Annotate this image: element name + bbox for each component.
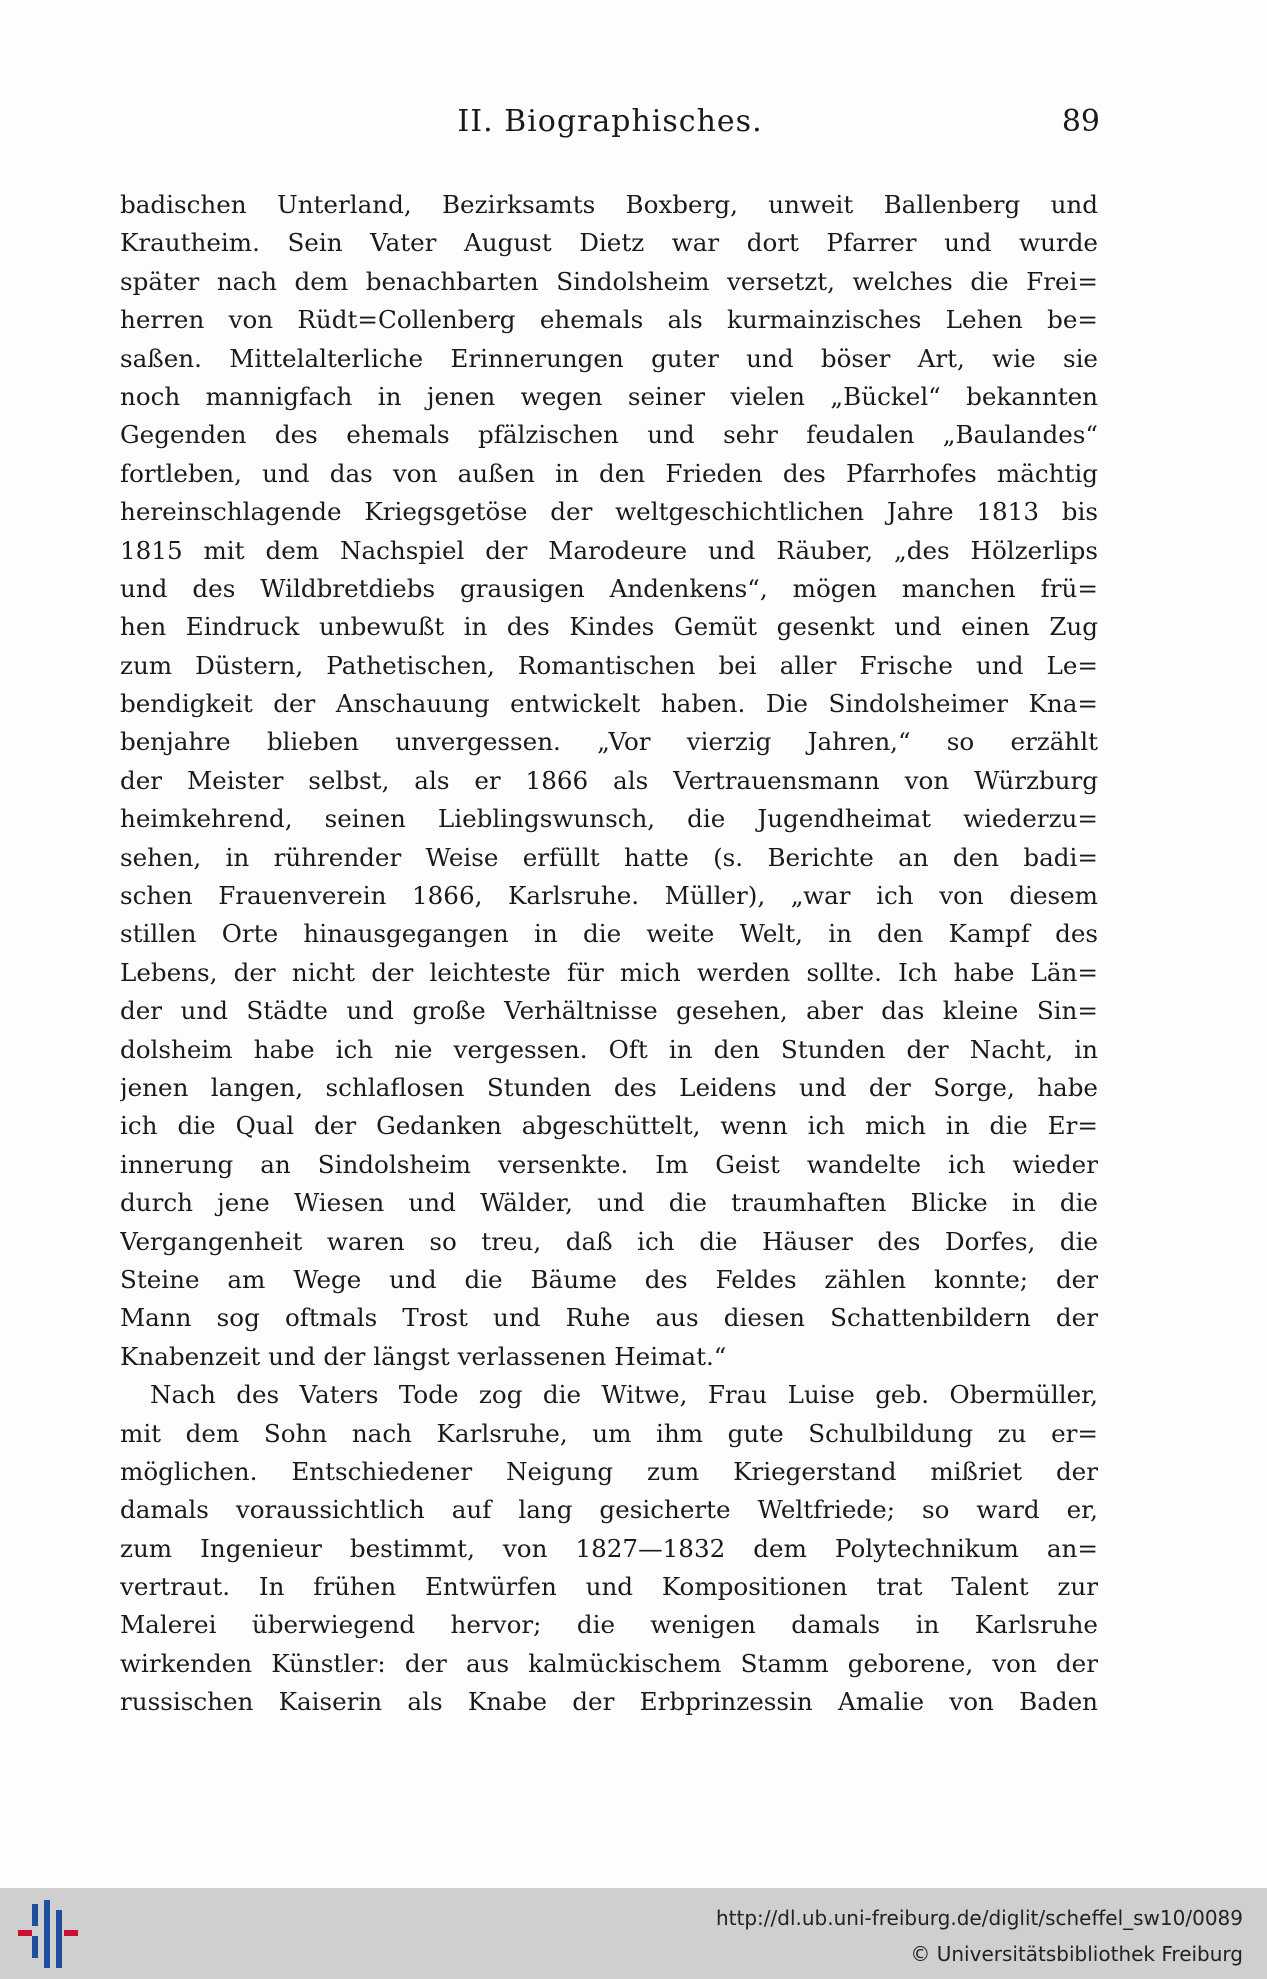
text-line: zum Ingenieur bestimmt, von 1827—1832 dem Polytechnikum an= xyxy=(120,1533,1098,1563)
text-line: heimkehrend, seinen Lieblingswunsch, die Jugendheimat wiederzu= xyxy=(120,804,1098,834)
text-line: herren von Rüdt=Collenberg ehemals als kurmainzisches Lehen be= xyxy=(120,305,1098,335)
text-line: Steine am Wege und die Bäume des Feldes zählen konnte; der xyxy=(120,1264,1098,1294)
text-line: wirkenden Künstler: der aus kalmückischem Stamm geborene, von der xyxy=(120,1648,1098,1678)
running-head xyxy=(120,104,1100,144)
text-line: Gegenden des ehemals pfälzischen und sehr feudalen „Baulandes“ xyxy=(120,420,1098,450)
paragraph-end-line: Knabenzeit und der längst verlassenen Heimat.“ xyxy=(120,1341,727,1371)
source-url-link[interactable]: http://dl.ub.uni-freiburg.de/diglit/scheffel_sw10/0089 xyxy=(716,1906,1243,1930)
ub-freiburg-logo-icon xyxy=(18,1898,82,1970)
text-line: sehen, in rührender Weise erfüllt hatte (s. Berichte an den badi= xyxy=(120,842,1098,872)
text-line: Lebens, der nicht der leichteste für mich werden sollte. Ich habe Län= xyxy=(120,957,1098,987)
text-line: hereinschlagende Kriegsgetöse der weltgeschichtlichen Jahre 1813 bis xyxy=(120,497,1098,527)
text-line: innerung an Sindolsheim versenkte. Im Geist wandelte ich wieder xyxy=(120,1149,1098,1179)
footer-bar xyxy=(0,1888,1267,1979)
text-line: Krautheim. Sein Vater August Dietz war dort Pfarrer und wurde xyxy=(120,228,1098,258)
text-line: bendigkeit der Anschauung entwickelt haben. Die Sindolsheimer Kna= xyxy=(120,689,1098,719)
text-line: Malerei überwiegend hervor; die wenigen damals in Karlsruhe xyxy=(120,1610,1098,1640)
text-line: schen Frauenverein 1866, Karlsruhe. Müller), „war ich von diesem xyxy=(120,881,1098,911)
text-line: möglichen. Entschiedener Neigung zum Kriegerstand mißriet der xyxy=(120,1456,1098,1486)
text-line: saßen. Mittelalterliche Erinnerungen guter und böser Art, wie sie xyxy=(120,343,1098,373)
text-line: 1815 mit dem Nachspiel der Marodeure und Räuber, „des Hölzerlips xyxy=(120,535,1098,565)
text-line: durch jene Wiesen und Wälder, und die traumhaften Blicke in die xyxy=(120,1188,1098,1218)
text-line: zum Düstern, Pathetischen, Romantischen bei aller Frische und Le= xyxy=(120,650,1098,680)
text-line: damals voraussichtlich auf lang gesicherte Weltfriede; so ward er, xyxy=(120,1495,1098,1525)
text-line: noch mannigfach in jenen wegen seiner vielen „Bückel“ bekannten xyxy=(120,381,1098,411)
body-text xyxy=(120,186,1098,1722)
text-line: benjahre blieben unvergessen. „Vor vierzig Jahren,“ so erzählt xyxy=(120,727,1098,757)
text-line: stillen Orte hinausgegangen in die weite Welt, in den Kampf des xyxy=(120,919,1098,949)
text-line: Vergangenheit waren so treu, daß ich die Häuser des Dorfes, die xyxy=(120,1226,1098,1256)
text-line: der Meister selbst, als er 1866 als Vertrauensmann von Würzburg xyxy=(120,765,1098,795)
running-title: II. Biographisches. xyxy=(457,104,763,139)
text-line: fortleben, und das von außen in den Frieden des Pfarrhofes mächtig xyxy=(120,458,1098,488)
copyright-notice: © Universitätsbibliothek Freiburg xyxy=(910,1942,1243,1966)
text-line: vertraut. In frühen Entwürfen und Kompositionen trat Talent zur xyxy=(120,1572,1098,1602)
text-line: mit dem Sohn nach Karlsruhe, um ihm gute Schulbildung zu er= xyxy=(120,1418,1098,1448)
text-line: Mann sog oftmals Trost und Ruhe aus diesen Schattenbildern der xyxy=(120,1303,1098,1333)
text-line: und des Wildbretdiebs grausigen Andenkens“, mögen manchen frü= xyxy=(120,573,1098,603)
text-line: russischen Kaiserin als Knabe der Erbprinzessin Amalie von Baden xyxy=(120,1687,1098,1717)
text-line: später nach dem benachbarten Sindolsheim versetzt, welches die Frei= xyxy=(120,266,1098,296)
text-line: der und Städte und große Verhältnisse gesehen, aber das kleine Sin= xyxy=(120,996,1098,1026)
text-line: dolsheim habe ich nie vergessen. Oft in den Stunden der Nacht, in xyxy=(120,1034,1098,1064)
text-line: hen Eindruck unbewußt in des Kindes Gemüt gesenkt und einen Zug xyxy=(120,612,1098,642)
text-line: ich die Qual der Gedanken abgeschüttelt, wenn ich mich in die Er= xyxy=(120,1111,1098,1141)
page-number: 89 xyxy=(1061,104,1100,139)
paragraph-start-line: Nach des Vaters Tode zog die Witwe, Frau Luise geb. Obermüller, xyxy=(150,1380,1098,1410)
text-line: jenen langen, schlaflosen Stunden des Leidens und der Sorge, habe xyxy=(120,1072,1098,1102)
text-line: badischen Unterland, Bezirksamts Boxberg, unweit Ballenberg und xyxy=(120,190,1098,219)
